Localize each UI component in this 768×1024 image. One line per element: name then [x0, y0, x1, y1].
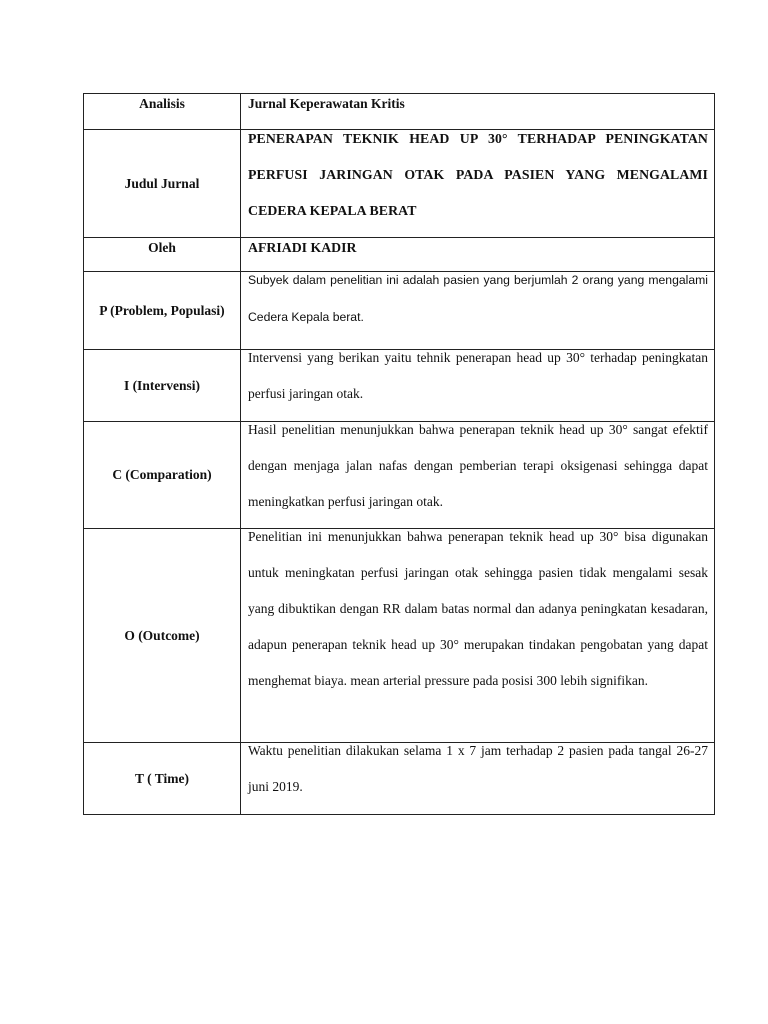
outcome-label: O (Outcome) [124, 627, 200, 643]
time-label-cell [84, 743, 241, 815]
time-value-cell [241, 743, 715, 815]
header-label: Analisis [139, 96, 185, 111]
problem-value-cell [241, 272, 715, 350]
comparation-value-cell [241, 422, 715, 529]
intervensi-label-cell [84, 350, 241, 422]
judul-label: Judul Jurnal [124, 175, 200, 191]
problem-label: P (Problem, Populasi) [99, 302, 225, 318]
author-name: AFRIADI KADIR [248, 240, 357, 255]
table-row-problem [84, 272, 715, 350]
oleh-label-cell [84, 238, 241, 272]
outcome-text: Penelitian ini menunjukkan bahwa penerapan teknik head up 30° bisa digunakan untuk meningkatan perfusi jaringan otak sehingga pasien tidak mengalami sesak yang dibuktikan dengan RR dalam batas normal dan adanya peningkatan kesadaran, adapun penerapan teknik head up 30° merupakan tindakan pengobatan yang dapat menghemat biaya. mean arterial pressure pada posisi 300 lebih signifikan. [248, 529, 708, 688]
journal-analysis-table [83, 93, 715, 815]
outcome-value-cell [241, 529, 715, 743]
judul-label-cell [84, 130, 241, 238]
header-value: Jurnal Keperawatan Kritis [248, 96, 405, 111]
judul-value-cell [241, 130, 715, 238]
table-row-time [84, 743, 715, 815]
problem-text: Subyek dalam penelitian ini adalah pasien yang berjumlah 2 orang yang mengalami Cedera Kepala berat. [248, 273, 708, 324]
header-label-cell [84, 94, 241, 130]
intervensi-text: Intervensi yang berikan yaitu tehnik penerapan head up 30° terhadap peningkatan perfusi jaringan otak. [248, 350, 708, 401]
problem-label-cell [84, 272, 241, 350]
comparation-label-cell [84, 422, 241, 529]
table-row-outcome [84, 529, 715, 743]
intervensi-value-cell [241, 350, 715, 422]
journal-title: PENERAPAN TEKNIK HEAD UP 30° TERHADAP PENINGKATAN PERFUSI JARINGAN OTAK PADA PASIEN YANG MENGALAMI CEDERA KEPALA BERAT [248, 131, 708, 218]
time-text: Waktu penelitian dilakukan selama 1 x 7 jam terhadap 2 pasien pada tangal 26-27 juni 2019. [248, 743, 708, 794]
outcome-label-cell [84, 529, 241, 743]
intervensi-label: I (Intervensi) [123, 377, 201, 393]
table-row-judul [84, 130, 715, 238]
comparation-label: C (Comparation) [112, 467, 212, 482]
time-label: T ( Time) [134, 770, 189, 786]
table-row-intervensi [84, 350, 715, 422]
table-row-comparation [84, 422, 715, 529]
oleh-label: Oleh [148, 240, 176, 255]
comparation-text: Hasil penelitian menunjukkan bahwa penerapan teknik head up 30° sangat efektif dengan menjaga jalan nafas dengan pemberian terapi oksigenasi sehingga dapat meningkatkan perfusi jaringan otak. [248, 422, 708, 509]
